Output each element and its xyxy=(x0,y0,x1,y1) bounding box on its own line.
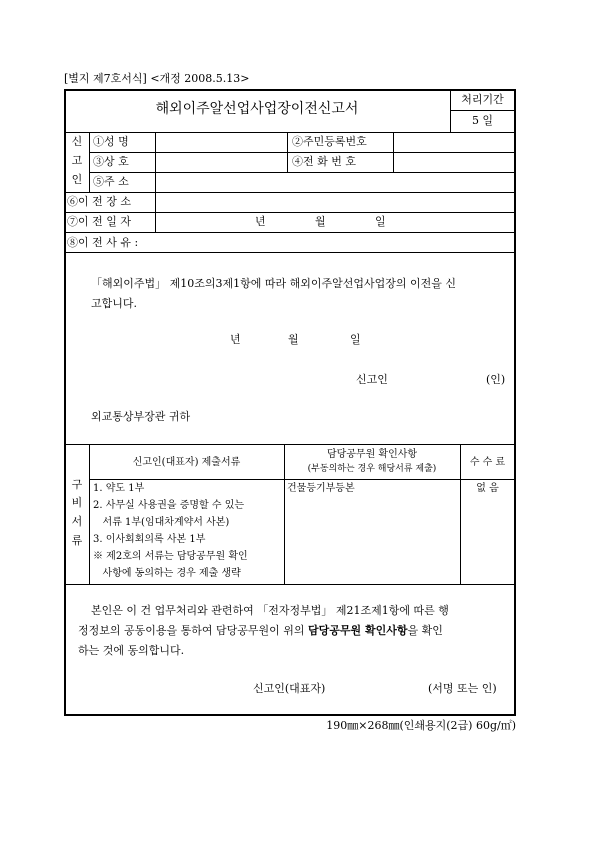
phone-label: ④전 화 번 호 xyxy=(292,155,356,168)
relocation-date-label: ⑦이 전 일 자 xyxy=(67,215,131,228)
fee-header: 수 수 료 xyxy=(469,457,506,468)
reporter-label-1: 신 xyxy=(71,135,83,148)
reporter-label-3: 인 xyxy=(71,173,83,186)
consent-line-2 xyxy=(78,624,443,638)
statement-line-2: 고합니다. xyxy=(91,297,138,310)
address-label: ⑤주 소 xyxy=(93,175,129,188)
processing-period-value: 5 일 xyxy=(471,114,494,127)
statement-line-1: 「해외이주법」 제10조의3제1항에 따라 해외이주알선업사업장의 이전을 신 xyxy=(91,277,457,290)
id-number-field[interactable] xyxy=(394,133,514,151)
statement-date-year: 년 xyxy=(230,333,241,346)
relocation-reason-field[interactable] xyxy=(160,234,514,251)
form-number-note: [별지 제7호서식] <개정 2008.5.13> xyxy=(64,72,250,85)
consent-line-3: 하는 것에 동의합니다. xyxy=(78,644,185,657)
documents-label-2: 비 xyxy=(71,496,83,509)
divider xyxy=(89,479,515,480)
fee-value: 없 음 xyxy=(476,483,499,494)
divider xyxy=(89,132,90,192)
divider xyxy=(450,110,515,111)
reporter-label-2: 고 xyxy=(71,154,83,167)
documents-label-1: 구 xyxy=(71,478,83,491)
processing-period-label: 처리기간 xyxy=(461,93,504,106)
signature-note: (서명 또는 인) xyxy=(428,682,497,695)
confirm-header-1: 담당공무원 확인사항 xyxy=(326,449,418,460)
applicant-label: 신고인 xyxy=(356,373,388,386)
form-title: 해외이주알선업사업장이전신고서 xyxy=(155,101,359,117)
divider xyxy=(65,212,515,213)
phone-field[interactable] xyxy=(394,153,514,171)
relocation-date-day: 일 xyxy=(375,215,386,228)
relocation-reason-label: ⑧이 전 사 유 : xyxy=(67,236,139,249)
consent-line-1: 본인은 이 건 업무처리와 관련하여 「전자정부법」 제21조제1항에 따른 행 xyxy=(91,604,449,617)
submit-item: 사항에 동의하는 경우 제출 생략 xyxy=(93,568,241,579)
documents-label-3: 서 xyxy=(71,515,83,528)
name-label: ①성 명 xyxy=(93,135,129,148)
divider xyxy=(65,252,515,253)
submit-item: 2. 사무실 사용권을 증명할 수 있는 xyxy=(93,500,245,511)
confirm-header-2: (부동의하는 경우 해당서류 제출) xyxy=(307,464,437,474)
consent-highlight: 담당공무원 확인사항 xyxy=(308,624,408,637)
recipient: 외교통상부장관 귀하 xyxy=(91,410,191,423)
relocation-date-month: 월 xyxy=(315,215,326,228)
submit-item: 1. 약도 1부 xyxy=(93,483,145,494)
confirm-item: 건물등기부등본 xyxy=(287,483,355,494)
submit-item: ※ 제2호의 서류는 담당공무원 확인 xyxy=(93,551,248,562)
divider xyxy=(65,584,515,585)
divider xyxy=(65,232,515,233)
relocation-place-field[interactable] xyxy=(156,193,514,211)
id-number-label: ②주민등록번호 xyxy=(292,135,367,148)
relocation-date-year: 년 xyxy=(255,215,266,228)
business-name-label: ③상 호 xyxy=(93,155,129,168)
submit-item: 서류 1부(임대차계약서 사본) xyxy=(93,517,230,528)
consent-line-2-end: 을 확인 xyxy=(407,624,443,637)
name-field[interactable] xyxy=(156,133,286,151)
signer-label: 신고인(대표자) xyxy=(253,682,326,695)
statement-date-month: 월 xyxy=(288,333,299,346)
statement-date-day: 일 xyxy=(350,333,361,346)
business-name-field[interactable] xyxy=(156,153,286,171)
submit-item: 3. 이사회회의록 사본 1부 xyxy=(93,534,206,545)
divider xyxy=(287,132,288,172)
relocation-place-label: ⑥이 전 장 소 xyxy=(67,195,131,208)
seal-mark: (인) xyxy=(486,373,506,386)
consent-line-2-text: 정정보의 공동이용을 통하여 담당공무원이 위의 xyxy=(78,624,309,637)
address-field[interactable] xyxy=(156,173,514,191)
submit-docs-header: 신고인(대표자) 제출서류 xyxy=(132,457,241,468)
paper-spec-note: 190㎜×268㎜(인쇄용지(2급) 60g/㎡) xyxy=(326,719,516,732)
divider xyxy=(65,444,515,445)
documents-label-4: 류 xyxy=(71,534,83,547)
